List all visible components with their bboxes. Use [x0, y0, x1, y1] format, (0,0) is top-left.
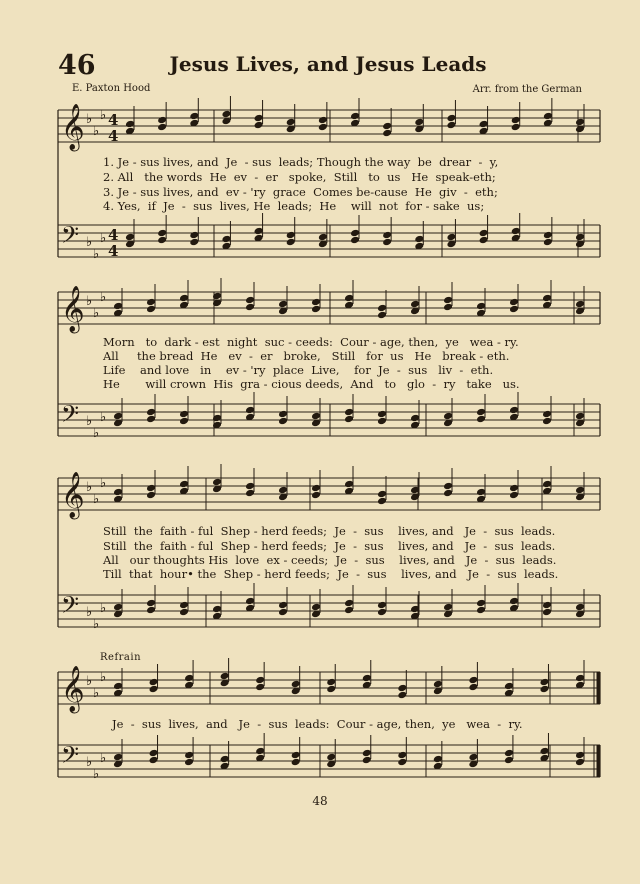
notehead [311, 491, 321, 500]
bass-clef: 𝄢 [61, 591, 80, 624]
notehead [311, 603, 321, 612]
notehead [377, 490, 387, 499]
notehead [575, 758, 585, 767]
notehead [220, 672, 230, 681]
notehead [575, 486, 585, 495]
notehead [433, 755, 443, 764]
notehead [245, 482, 255, 491]
bass-clef: 𝄢 [61, 400, 80, 433]
flat-sign: ♭ [93, 617, 100, 632]
notehead [278, 410, 288, 419]
notehead [221, 235, 231, 244]
notehead [146, 415, 156, 424]
notehead [245, 597, 255, 606]
notehead [504, 682, 514, 691]
notehead [326, 678, 336, 687]
notehead [377, 417, 387, 426]
notehead [350, 236, 360, 245]
notehead [113, 603, 123, 612]
notehead [542, 601, 552, 610]
notehead [179, 410, 189, 419]
hymn-number: 46 [58, 50, 96, 81]
notehead [575, 300, 585, 309]
notehead [113, 488, 123, 497]
notehead [377, 608, 387, 617]
lyric-verse-1: Morn to dark - est night suc - ceeds: Cour - age, then, ye wea - ry. [103, 335, 519, 349]
notehead [414, 235, 424, 244]
notehead [179, 417, 189, 426]
notehead [278, 486, 288, 495]
lyric-verse-2: 2. All the words He ev - er spoke, Still to us He speak-eth; [103, 170, 496, 184]
notehead [504, 756, 514, 765]
notehead [157, 123, 167, 132]
notehead [212, 605, 222, 614]
flat-sign: ♭ [86, 414, 93, 429]
bass-clef: 𝄢 [61, 741, 80, 774]
notehead [179, 601, 189, 610]
notehead [344, 408, 354, 417]
notehead [377, 410, 387, 419]
treble-clef: 𝄞 [61, 104, 85, 150]
notehead [397, 691, 407, 700]
notehead [286, 231, 296, 240]
notehead [542, 608, 552, 617]
notehead [254, 114, 264, 123]
notehead [146, 305, 156, 314]
notehead [509, 298, 519, 307]
notehead [255, 676, 265, 685]
notehead [479, 120, 489, 129]
notehead [149, 756, 159, 765]
notehead [291, 758, 301, 767]
notehead [542, 410, 552, 419]
notehead [476, 599, 486, 608]
treble-clef: 𝄞 [61, 472, 85, 518]
lyric-verse-2: Still the faith - ful Shep - herd feeds; Je - sus lives, and Je - sus leads. [103, 539, 556, 553]
notehead [509, 484, 519, 493]
lyric-verse-1: Still the faith - ful Shep - herd feeds; Je - sus lives, and Je - sus leads. [103, 524, 556, 538]
notehead [189, 231, 199, 240]
lyric-verse-1: 1. Je - sus lives, and Je - sus leads; Though the way be drear - y, [103, 155, 499, 169]
notehead [542, 294, 552, 303]
notehead [377, 497, 387, 506]
notehead [443, 412, 453, 421]
notehead [254, 227, 264, 236]
notehead [433, 680, 443, 689]
notehead [575, 118, 585, 127]
notehead [382, 122, 392, 131]
notehead [220, 755, 230, 764]
notehead [397, 751, 407, 760]
notehead [189, 238, 199, 247]
lyric-verse-3: Life and love in ev - 'ry place Live, for Je - sus liv - eth. [103, 363, 494, 377]
notehead [113, 682, 123, 691]
notehead [344, 606, 354, 615]
notehead [146, 298, 156, 307]
flat-sign: ♭ [86, 480, 93, 495]
notehead [149, 685, 159, 694]
notehead [504, 749, 514, 758]
notehead [157, 116, 167, 125]
lyric-verse-4: 4. Yes, if Je - sus lives, He leads; He will not for - sake us; [103, 199, 485, 213]
notehead [255, 747, 265, 756]
notehead [146, 491, 156, 500]
notehead [476, 415, 486, 424]
flat-sign: ♭ [93, 247, 100, 262]
notehead [362, 756, 372, 765]
notehead [539, 747, 549, 756]
time-signature: 4 [108, 127, 119, 145]
flat-sign: ♭ [100, 410, 107, 425]
notehead [397, 758, 407, 767]
notehead [344, 415, 354, 424]
notehead [326, 753, 336, 762]
notehead [446, 121, 456, 130]
hymn-title: Jesus Lives, and Jesus Leads [169, 52, 487, 76]
notehead [184, 751, 194, 760]
treble-clef: 𝄞 [61, 286, 85, 332]
lyric-verse-3: 3. Je - sus lives, and ev - 'ry grace Comes be-cause He giv - eth; [103, 185, 498, 199]
notehead [184, 674, 194, 683]
notehead [113, 302, 123, 311]
notehead [539, 678, 549, 687]
flat-sign: ♭ [93, 686, 100, 701]
notehead [291, 680, 301, 689]
notehead [157, 236, 167, 245]
notehead [254, 121, 264, 130]
notehead [125, 120, 135, 129]
flat-sign: ♭ [93, 767, 100, 782]
notehead [479, 236, 489, 245]
notehead [278, 300, 288, 309]
flat-sign: ♭ [86, 755, 93, 770]
flat-sign: ♭ [86, 605, 93, 620]
notehead [397, 684, 407, 693]
notehead [443, 603, 453, 612]
notehead [443, 489, 453, 498]
notehead [443, 296, 453, 305]
time-signature: 4 [108, 111, 119, 129]
notehead [476, 302, 486, 311]
notehead [245, 296, 255, 305]
flat-sign: ♭ [86, 294, 93, 309]
notehead [113, 753, 123, 762]
lyric-verse-2: All the bread He ev - er broke, Still for us He break - eth. [103, 349, 510, 363]
flat-sign: ♭ [100, 601, 107, 616]
notehead [311, 412, 321, 421]
notehead [446, 233, 456, 242]
notehead [344, 294, 354, 303]
lyric-verse-4: Till that hour• the Shep - herd feeds; Je - sus lives, and Je - sus leads. [103, 567, 559, 581]
notehead [350, 112, 360, 121]
notehead [443, 482, 453, 491]
notehead [377, 304, 387, 313]
notehead [542, 417, 552, 426]
flat-sign: ♭ [100, 670, 107, 685]
flat-sign: ♭ [100, 476, 107, 491]
notehead [509, 491, 519, 500]
refrain-label: Refrain [100, 652, 142, 663]
notehead [278, 417, 288, 426]
notehead [509, 305, 519, 314]
flat-sign: ♭ [93, 306, 100, 321]
notehead [149, 678, 159, 687]
notehead [575, 603, 585, 612]
notehead [476, 408, 486, 417]
notehead [286, 118, 296, 127]
author-credit: E. Paxton Hood [72, 83, 151, 94]
notehead [446, 114, 456, 123]
notehead [184, 758, 194, 767]
notehead [476, 606, 486, 615]
flat-sign: ♭ [100, 751, 107, 766]
notehead [468, 753, 478, 762]
lyric-refrain: Je - sus lives, and Je - sus leads: Cour - age, then, ye wea - ry. [112, 717, 523, 731]
time-signature: 4 [108, 242, 119, 260]
notehead [575, 412, 585, 421]
notehead [509, 406, 519, 415]
notehead [410, 414, 420, 423]
page-number: 48 [312, 794, 328, 808]
notehead [149, 749, 159, 758]
notehead [362, 674, 372, 683]
notehead [377, 601, 387, 610]
notehead [468, 683, 478, 692]
notehead [179, 608, 189, 617]
notehead [291, 751, 301, 760]
notehead [221, 110, 231, 119]
notehead [511, 116, 521, 125]
notehead [125, 233, 135, 242]
notehead [476, 488, 486, 497]
notehead [311, 298, 321, 307]
notehead [245, 406, 255, 415]
notehead [443, 303, 453, 312]
notehead [278, 608, 288, 617]
notehead [543, 112, 553, 121]
notehead [212, 478, 222, 487]
flat-sign: ♭ [93, 492, 100, 507]
arranger-credit: Arr. from the German [472, 84, 582, 95]
lyric-verse-4: He will crown His gra - cious deeds, And to glo - ry take us. [103, 377, 520, 391]
notehead [146, 599, 156, 608]
notehead [511, 227, 521, 236]
flat-sign: ♭ [93, 426, 100, 441]
lyric-verse-3: All our thoughts His love ex - ceeds; Je - sus lives, and Je - sus leads. [103, 553, 557, 567]
notehead [278, 601, 288, 610]
flat-sign: ♭ [100, 108, 107, 123]
notehead [146, 484, 156, 493]
notehead [543, 238, 553, 247]
notehead [113, 412, 123, 421]
flat-sign: ♭ [100, 290, 107, 305]
notehead [311, 484, 321, 493]
notehead [410, 300, 420, 309]
notehead [179, 480, 189, 489]
notehead [311, 305, 321, 314]
notehead [382, 231, 392, 240]
notehead [318, 116, 328, 125]
flat-sign: ♭ [100, 231, 107, 246]
notehead [468, 676, 478, 685]
flat-sign: ♭ [93, 124, 100, 139]
notehead [382, 238, 392, 247]
notehead [479, 229, 489, 238]
notehead [575, 751, 585, 760]
notehead [146, 606, 156, 615]
notehead [146, 408, 156, 417]
notehead [189, 112, 199, 121]
notehead [509, 597, 519, 606]
notehead [344, 599, 354, 608]
notehead [318, 123, 328, 132]
notehead [511, 123, 521, 132]
notehead [157, 229, 167, 238]
notehead [539, 685, 549, 694]
notehead [344, 480, 354, 489]
notehead [575, 233, 585, 242]
bass-clef: 𝄢 [61, 221, 80, 254]
notehead [326, 685, 336, 694]
notehead [286, 238, 296, 247]
notehead [377, 311, 387, 320]
notehead [542, 480, 552, 489]
flat-sign: ♭ [86, 674, 93, 689]
notehead [255, 683, 265, 692]
flat-sign: ♭ [86, 235, 93, 250]
notehead [575, 674, 585, 683]
notehead [245, 303, 255, 312]
notehead [382, 129, 392, 138]
notehead [245, 489, 255, 498]
flat-sign: ♭ [86, 112, 93, 127]
notehead [318, 233, 328, 242]
notehead [414, 118, 424, 127]
notehead [179, 294, 189, 303]
treble-clef: 𝄞 [61, 666, 85, 712]
notehead [362, 749, 372, 758]
notehead [350, 229, 360, 238]
time-signature: 4 [108, 226, 119, 244]
notehead [543, 231, 553, 240]
